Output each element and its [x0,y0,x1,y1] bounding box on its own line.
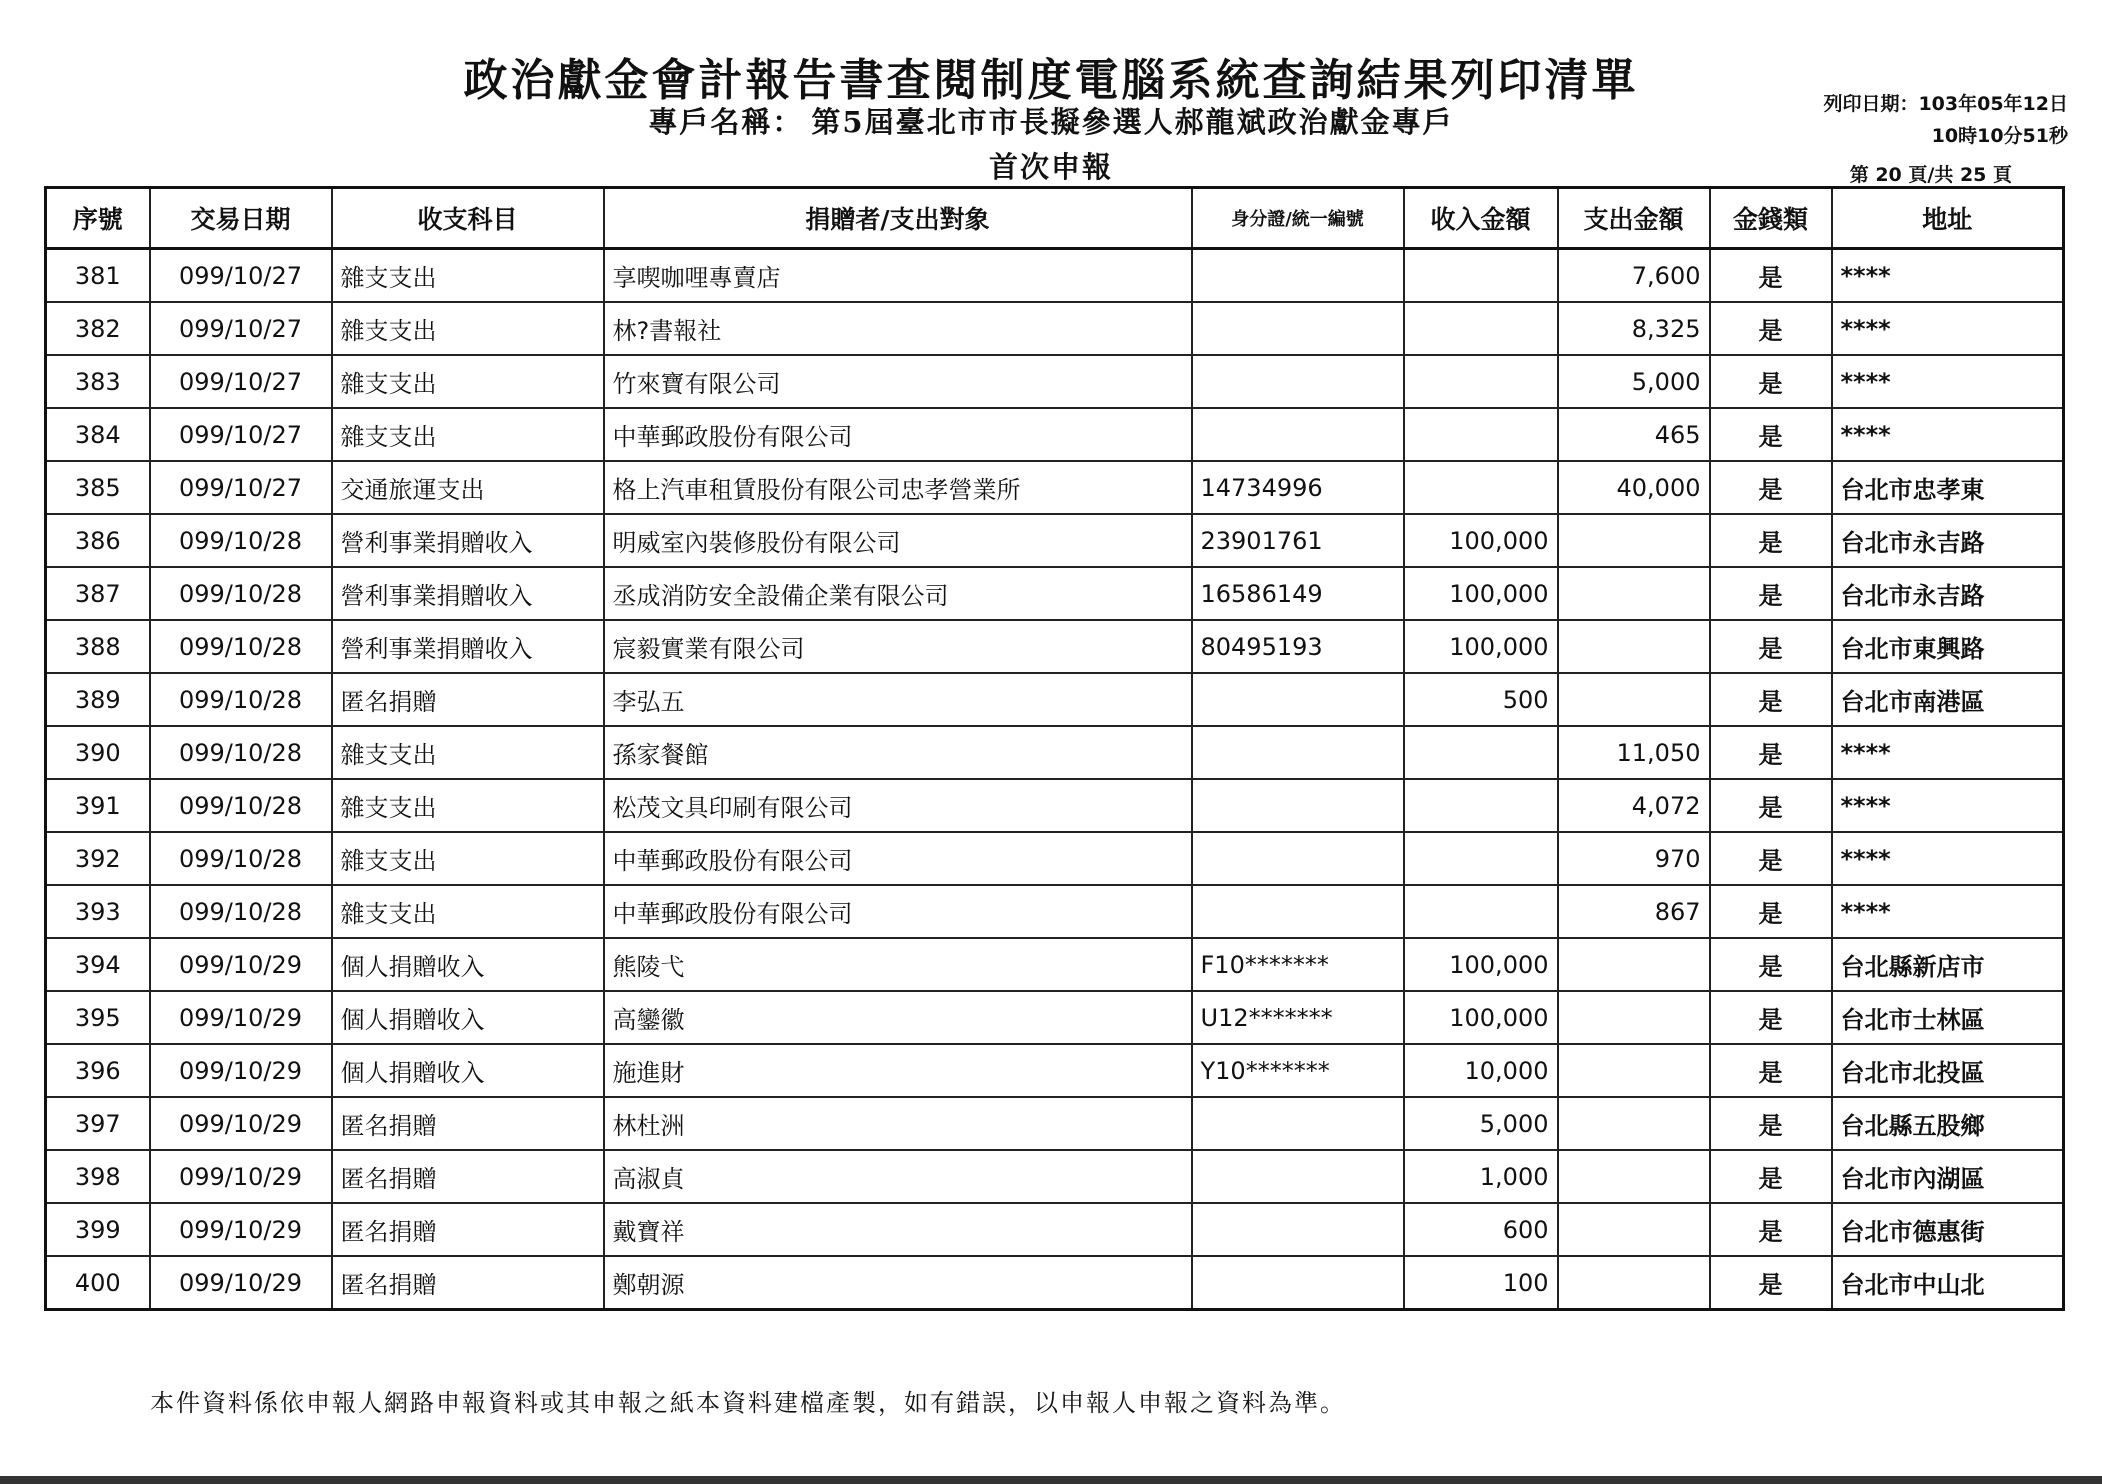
cell-date: 099/10/29 [150,1256,332,1310]
cell-date: 099/10/29 [150,1044,332,1097]
cell-id [1192,1150,1404,1203]
cell-expense [1558,1256,1710,1310]
cell-id: 23901761 [1192,514,1404,567]
cell-expense: 970 [1558,832,1710,885]
cell-id: F10******* [1192,938,1404,991]
cell-cash: 是 [1710,832,1832,885]
cell-party: 李弘五 [604,673,1192,726]
cell-party: 林杜洲 [604,1097,1192,1150]
cell-date: 099/10/28 [150,673,332,726]
table-header-row [46,188,2064,249]
column-header-category: 收支科目 [332,188,604,249]
cell-income: 100,000 [1404,991,1558,1044]
cell-id: 14734996 [1192,461,1404,514]
cell-cash: 是 [1710,779,1832,832]
cell-date: 099/10/29 [150,938,332,991]
cell-address: **** [1832,832,2064,885]
cell-category: 匿名捐贈 [332,673,604,726]
cell-address: **** [1832,249,2064,303]
table-row [46,1203,2064,1256]
cell-date: 099/10/27 [150,461,332,514]
cell-address: 台北市北投區 [1832,1044,2064,1097]
cell-cash: 是 [1710,1150,1832,1203]
cell-category: 匿名捐贈 [332,1256,604,1310]
cell-cash: 是 [1710,302,1832,355]
cell-income: 100,000 [1404,567,1558,620]
cell-category: 雜支支出 [332,885,604,938]
cell-address: 台北市忠孝東 [1832,461,2064,514]
cell-seq: 396 [46,1044,150,1097]
cell-seq: 391 [46,779,150,832]
cell-party: 高鑾徽 [604,991,1192,1044]
cell-expense [1558,991,1710,1044]
cell-cash: 是 [1710,938,1832,991]
cell-id [1192,249,1404,303]
cell-address: **** [1832,302,2064,355]
cell-income: 1,000 [1404,1150,1558,1203]
cell-cash: 是 [1710,461,1832,514]
cell-seq: 383 [46,355,150,408]
cell-party: 施進財 [604,1044,1192,1097]
cell-address: **** [1832,355,2064,408]
cell-expense [1558,938,1710,991]
cell-cash: 是 [1710,991,1832,1044]
cell-category: 匿名捐贈 [332,1203,604,1256]
cell-income [1404,461,1558,514]
cell-seq: 384 [46,408,150,461]
cell-address: 台北市中山北 [1832,1256,2064,1310]
cell-address: **** [1832,408,2064,461]
table-row [46,1150,2064,1203]
cell-party: 享喫咖哩專賣店 [604,249,1192,303]
column-header-expense: 支出金額 [1558,188,1710,249]
cell-seq: 385 [46,461,150,514]
cell-seq: 386 [46,514,150,567]
cell-party: 高淑貞 [604,1150,1192,1203]
table-row [46,408,2064,461]
cell-cash: 是 [1710,726,1832,779]
column-header-party: 捐贈者/支出對象 [604,188,1192,249]
cell-expense [1558,1044,1710,1097]
cell-date: 099/10/28 [150,620,332,673]
cell-income: 100,000 [1404,938,1558,991]
cell-income [1404,726,1558,779]
table-row [46,514,2064,567]
cell-address: 台北市內湖區 [1832,1150,2064,1203]
cell-income [1404,249,1558,303]
cell-income: 500 [1404,673,1558,726]
cell-date: 099/10/28 [150,567,332,620]
column-header-address: 地址 [1832,188,2064,249]
cell-address: 台北縣五股鄉 [1832,1097,2064,1150]
cell-seq: 398 [46,1150,150,1203]
cell-address: 台北市永吉路 [1832,514,2064,567]
cell-category: 雜支支出 [332,355,604,408]
table-row [46,302,2064,355]
cell-cash: 是 [1710,673,1832,726]
cell-category: 營利事業捐贈收入 [332,514,604,567]
cell-seq: 394 [46,938,150,991]
cell-seq: 390 [46,726,150,779]
cell-income [1404,779,1558,832]
page-info: 第 20 頁/共 25 頁 [1849,164,2012,186]
cell-income: 5,000 [1404,1097,1558,1150]
cell-expense: 11,050 [1558,726,1710,779]
report-type: 首次申報 [988,150,1113,184]
cell-date: 099/10/28 [150,885,332,938]
table-row [46,673,2064,726]
cell-seq: 400 [46,1256,150,1310]
account-line [0,100,2102,141]
column-header-id: 身分證/統一編號 [1192,188,1404,249]
cell-party: 中華郵政股份有限公司 [604,832,1192,885]
cell-expense: 4,072 [1558,779,1710,832]
cell-category: 匿名捐贈 [332,1150,604,1203]
cell-income [1404,832,1558,885]
cell-date: 099/10/27 [150,408,332,461]
cell-seq: 381 [46,249,150,303]
scan-edge [0,1476,2102,1484]
cell-income: 10,000 [1404,1044,1558,1097]
cell-category: 營利事業捐贈收入 [332,567,604,620]
cell-seq: 397 [46,1097,150,1150]
cell-expense: 465 [1558,408,1710,461]
cell-id [1192,832,1404,885]
cell-party: 中華郵政股份有限公司 [604,408,1192,461]
cell-party: 明威室內裝修股份有限公司 [604,514,1192,567]
cell-category: 匿名捐贈 [332,1097,604,1150]
cell-id [1192,673,1404,726]
cell-party: 格上汽車租賃股份有限公司忠孝營業所 [604,461,1192,514]
account-label: 專戶名稱： [648,105,804,139]
cell-seq: 382 [46,302,150,355]
cell-expense [1558,620,1710,673]
cell-expense [1558,1097,1710,1150]
cell-cash: 是 [1710,1203,1832,1256]
cell-id: 16586149 [1192,567,1404,620]
cell-category: 雜支支出 [332,779,604,832]
cell-address: 台北市德惠街 [1832,1203,2064,1256]
cell-cash: 是 [1710,514,1832,567]
cell-income [1404,408,1558,461]
cell-expense: 867 [1558,885,1710,938]
cell-expense: 40,000 [1558,461,1710,514]
cell-category: 雜支支出 [332,832,604,885]
cell-cash: 是 [1710,1256,1832,1310]
cell-date: 099/10/27 [150,302,332,355]
cell-expense [1558,567,1710,620]
cell-seq: 399 [46,1203,150,1256]
account-name: 第5屆臺北市市長擬參選人郝龍斌政治獻金專戶 [811,105,1454,139]
cell-id [1192,1203,1404,1256]
cell-category: 雜支支出 [332,726,604,779]
cell-expense: 7,600 [1558,249,1710,303]
cell-category: 雜支支出 [332,249,604,303]
ledger-table [44,186,2065,1311]
cell-id [1192,408,1404,461]
cell-id [1192,302,1404,355]
cell-seq: 387 [46,567,150,620]
table-row [46,567,2064,620]
cell-party: 鄭朝源 [604,1256,1192,1310]
print-time: 10時10分51秒 [1931,125,2068,147]
column-header-date: 交易日期 [150,188,332,249]
cell-expense: 5,000 [1558,355,1710,408]
cell-party: 孫家餐館 [604,726,1192,779]
cell-cash: 是 [1710,408,1832,461]
column-header-cash: 金錢類 [1710,188,1832,249]
cell-date: 099/10/29 [150,991,332,1044]
cell-category: 個人捐贈收入 [332,1044,604,1097]
cell-expense [1558,673,1710,726]
cell-expense [1558,514,1710,567]
cell-cash: 是 [1710,1044,1832,1097]
cell-date: 099/10/28 [150,726,332,779]
report-title: 政治獻金會計報告書查閱制度電腦系統查詢結果列印清單 [463,55,1639,106]
cell-income: 100 [1404,1256,1558,1310]
cell-expense [1558,1203,1710,1256]
cell-income [1404,885,1558,938]
cell-cash: 是 [1710,1097,1832,1150]
cell-date: 099/10/27 [150,249,332,303]
table-row [46,461,2064,514]
column-header-seq: 序號 [46,188,150,249]
cell-party: 林?書報社 [604,302,1192,355]
footer-note: 本件資料係依申報人網路申報資料或其申報之紙本資料建檔產製，如有錯誤，以申報人申報之資料為準。 [150,1389,1346,1417]
cell-id: U12******* [1192,991,1404,1044]
cell-party: 丞成消防安全設備企業有限公司 [604,567,1192,620]
cell-party: 松茂文具印刷有限公司 [604,779,1192,832]
table-row [46,832,2064,885]
table-row [46,620,2064,673]
cell-date: 099/10/28 [150,779,332,832]
cell-cash: 是 [1710,355,1832,408]
cell-date: 099/10/29 [150,1097,332,1150]
cell-category: 個人捐贈收入 [332,991,604,1044]
cell-id [1192,779,1404,832]
cell-cash: 是 [1710,249,1832,303]
column-header-income: 收入金額 [1404,188,1558,249]
cell-seq: 388 [46,620,150,673]
cell-id: 80495193 [1192,620,1404,673]
cell-seq: 392 [46,832,150,885]
print-timestamp [1823,88,2068,152]
cell-address: 台北市永吉路 [1832,567,2064,620]
cell-category: 雜支支出 [332,302,604,355]
table-row [46,938,2064,991]
cell-id: Y10******* [1192,1044,1404,1097]
cell-party: 宸毅實業有限公司 [604,620,1192,673]
cell-id [1192,1097,1404,1150]
cell-date: 099/10/28 [150,514,332,567]
cell-cash: 是 [1710,567,1832,620]
cell-address: **** [1832,885,2064,938]
cell-category: 交通旅運支出 [332,461,604,514]
cell-date: 099/10/29 [150,1150,332,1203]
cell-date: 099/10/29 [150,1203,332,1256]
cell-cash: 是 [1710,620,1832,673]
ledger-body [46,249,2064,1310]
cell-address: 台北縣新店市 [1832,938,2064,991]
cell-income: 100,000 [1404,620,1558,673]
table-row [46,726,2064,779]
cell-seq: 389 [46,673,150,726]
cell-income [1404,302,1558,355]
cell-address: 台北市東興路 [1832,620,2064,673]
table-row [46,885,2064,938]
cell-party: 戴寶祥 [604,1203,1192,1256]
cell-id [1192,885,1404,938]
print-date: 列印日期：103年05年12日 [1823,93,2068,115]
table-row [46,1097,2064,1150]
cell-id [1192,1256,1404,1310]
table-row [46,249,2064,303]
cell-date: 099/10/28 [150,832,332,885]
cell-income: 100,000 [1404,514,1558,567]
cell-address: 台北市士林區 [1832,991,2064,1044]
cell-id [1192,726,1404,779]
cell-category: 個人捐贈收入 [332,938,604,991]
cell-seq: 395 [46,991,150,1044]
cell-party: 熊陵弋 [604,938,1192,991]
table-row [46,355,2064,408]
cell-seq: 393 [46,885,150,938]
cell-income [1404,355,1558,408]
cell-address: **** [1832,779,2064,832]
table-row [46,991,2064,1044]
cell-category: 營利事業捐贈收入 [332,620,604,673]
table-row [46,779,2064,832]
cell-party: 中華郵政股份有限公司 [604,885,1192,938]
cell-date: 099/10/27 [150,355,332,408]
cell-income: 600 [1404,1203,1558,1256]
cell-address: **** [1832,726,2064,779]
cell-expense [1558,1150,1710,1203]
cell-cash: 是 [1710,885,1832,938]
cell-party: 竹來寶有限公司 [604,355,1192,408]
cell-address: 台北市南港區 [1832,673,2064,726]
table-row [46,1044,2064,1097]
cell-id [1192,355,1404,408]
cell-category: 雜支支出 [332,408,604,461]
cell-expense: 8,325 [1558,302,1710,355]
table-row [46,1256,2064,1310]
